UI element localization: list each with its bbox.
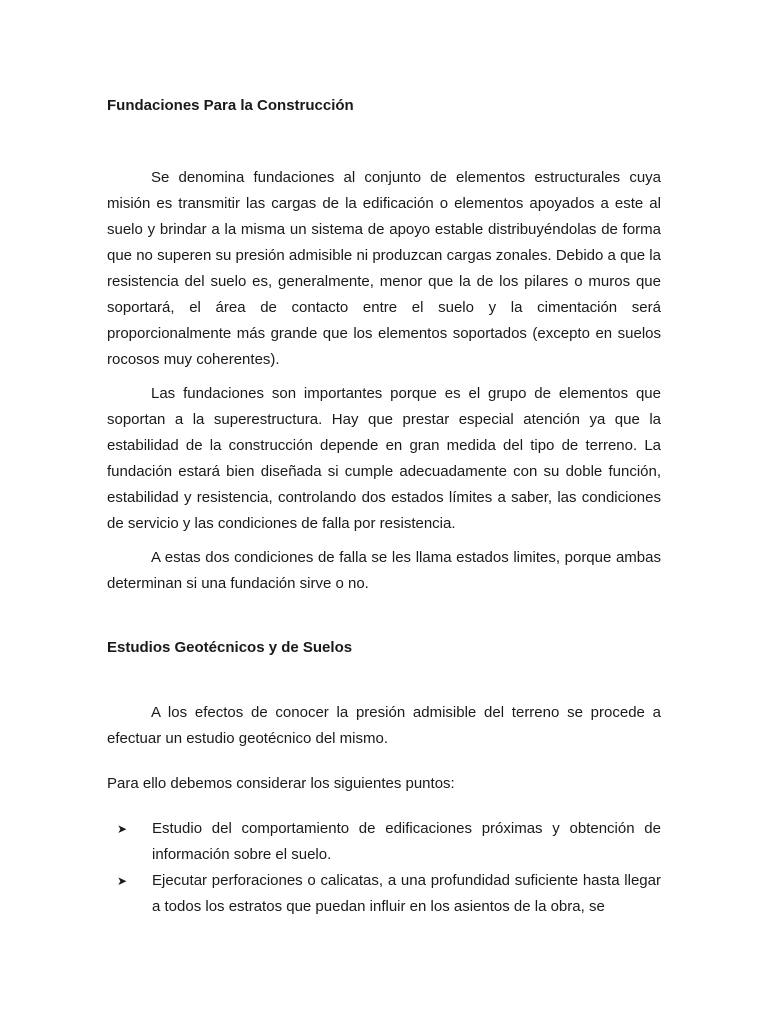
list-item-text: Estudio del comportamiento de edificaciones próximas y obtención de información sobre el suelo. — [152, 820, 661, 863]
arrowhead-bullet-icon: ➤ — [117, 874, 128, 888]
section-title-fundaciones: Fundaciones Para la Construcción — [107, 97, 354, 114]
list-item-text: Ejecutar perforaciones o calicatas, a una profundidad suficiente hasta llegar a todos los estratos que puedan influir en los asientos de la obra, se — [152, 872, 661, 915]
document-page — [107, 93, 661, 920]
section-title-estudios: Estudios Geotécnicos y de Suelos — [107, 639, 353, 656]
paragraph-geotechnical-intro: A los efectos de conocer la presión admisible del terreno se procede a efectuar un estudio geotécnico del mismo. — [107, 704, 661, 747]
bullet-list — [107, 816, 661, 920]
list-item — [107, 816, 661, 868]
paragraph-points-lead: Para ello debemos considerar los siguientes puntos: — [107, 775, 455, 792]
paragraph-limit-states: A estas dos condiciones de falla se les llama estados limites, porque ambas determinan si una fundación sirve o no. — [107, 549, 661, 592]
list-item — [107, 868, 661, 920]
paragraph-importance: Las fundaciones son importantes porque es el grupo de elementos que soportan a la superestructura. Hay que prestar especial atención ya que la estabilidad de la construcción depende en gran medida del tipo de terreno. La fundación estará bien diseñada si cumple adecuadamente con su doble función, estabilidad y resistencia, controlando dos estados límites a saber, las condiciones de servicio y las condiciones de falla por resistencia. — [107, 385, 661, 532]
paragraph-definition: Se denomina fundaciones al conjunto de elementos estructurales cuya misión es transmitir las cargas de la edificación o elementos apoyados a este al suelo y brindar a la misma un sistema de apoyo estable distribuyéndolas de forma que no superen su presión admisible ni produzcan cargas zonales. Debido a que la resistencia del suelo es, generalmente, menor que la de los pilares o muros que soportará, el área de contacto entre el suelo y la cimentación será proporcionalmente más grande que los elementos soportados (excepto en suelos rocosos muy coherentes). — [107, 169, 661, 368]
arrowhead-bullet-icon: ➤ — [117, 822, 128, 836]
